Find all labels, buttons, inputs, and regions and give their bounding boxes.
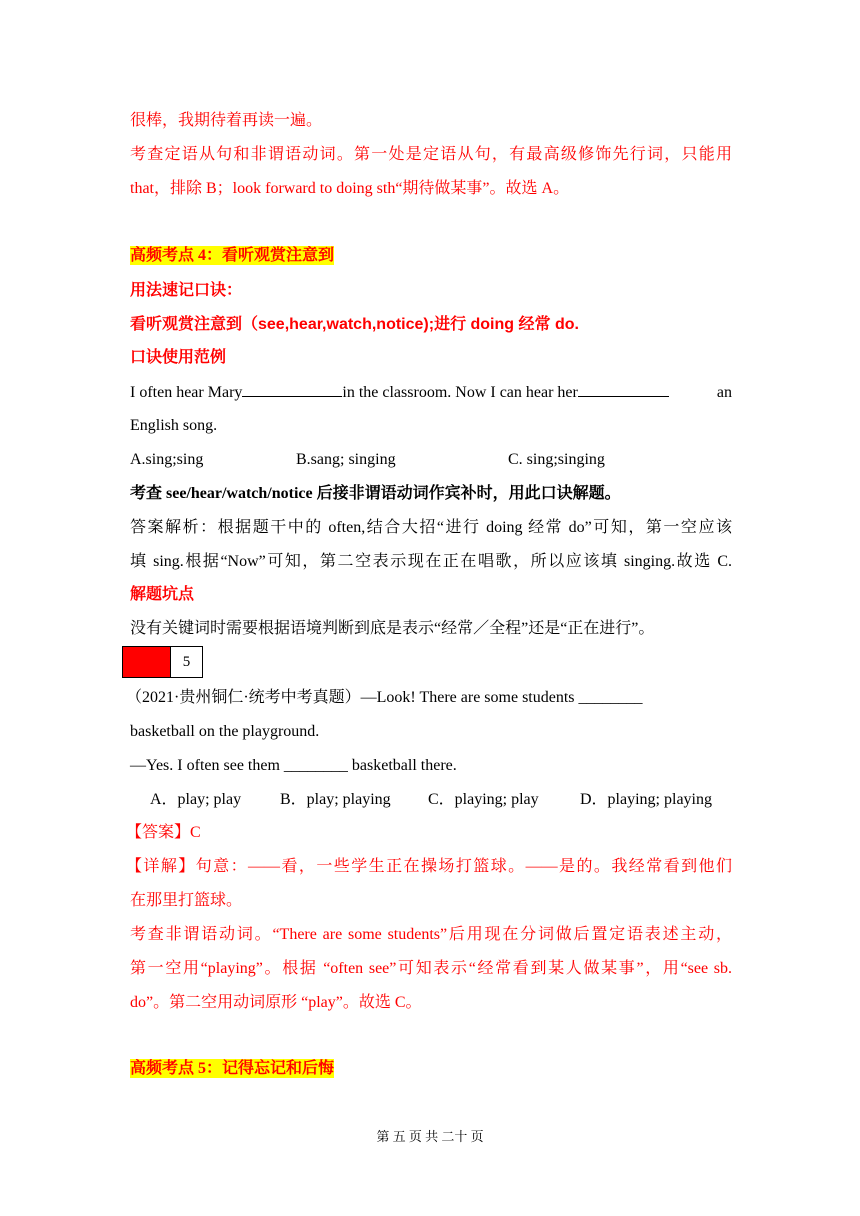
option-b: B．play; playing	[280, 791, 391, 808]
option-d: D．playing; playing	[580, 791, 712, 808]
question-number: 5	[170, 647, 202, 677]
question-stem-1: （2021·贵州铜仁·统考中考真题）—Look! There are some students ________	[126, 689, 643, 706]
option-a: A.sing;sing	[130, 451, 204, 468]
explanation-line-3: do”。第二空用动词原形 “play”。故选 C。	[130, 994, 422, 1011]
example-label: 口诀使用范例	[130, 349, 227, 366]
question-text-part: in the classroom. Now I can hear her	[342, 384, 578, 401]
heading-highlight: 高频考点 4：看听观赏注意到	[130, 247, 335, 264]
heading-highlight: 高频考点 5：记得忘记和后悔	[130, 1060, 335, 1077]
pitfall-text: 没有关键词时需要根据语境判断到底是表示“经常／全程”还是“正在进行”。	[130, 620, 655, 637]
explanation-line-2: 第一空用“playing”。根据 “often see”可知表示“经常看到某人做某事”，用“see sb.	[130, 960, 732, 977]
answer-blank	[578, 382, 669, 397]
explanation-line-1: 考查非谓语动词。“There are some students”后用现在分词做后置定语表述主动，	[130, 926, 732, 943]
answer-line: 【答案】C	[126, 824, 201, 841]
explanation-line-2: that，排除 B；look forward to doing sth“期待做某事”。故选 A。	[130, 180, 570, 197]
detail-line-2: 在那里打篮球。	[130, 892, 243, 909]
question-text-part: an	[716, 384, 732, 401]
pitfall-label: 解题坑点	[130, 586, 195, 603]
section-heading-5	[130, 1059, 732, 1079]
question-text-part: I often hear Mary	[130, 384, 243, 401]
answer-blank	[242, 382, 342, 397]
question-marker	[123, 647, 170, 677]
option-b: B.sang; singing	[296, 451, 396, 468]
question-stem-2: basketball on the playground.	[130, 723, 320, 740]
question-stem-3: —Yes. I often see them ________ basketball there.	[130, 757, 457, 774]
option-c: C. sing;singing	[508, 451, 605, 468]
question-number-box	[122, 646, 203, 678]
analysis-line-2: 填 sing.根据“Now”可知，第二空表示现在正在唱歌，所以应该填 singing.故选 C.	[130, 553, 732, 570]
example-question-line-2: English song.	[130, 417, 218, 434]
usage-tip: 考查 see/hear/watch/notice 后接非谓语动词作宾补时，用此口诀解题。	[130, 485, 621, 502]
option-c: C．playing; play	[428, 791, 539, 808]
explanation-line-1: 考查定语从句和非谓语动词。第一处是定语从句，有最高级修饰先行词，只能用	[130, 146, 732, 163]
page-footer: 第 五 页 共 二十 页	[376, 1129, 484, 1144]
option-a: A．play; play	[150, 791, 242, 808]
detail-line-1: 【详解】句意：——看，一些学生正在操场打篮球。——是的。我经常看到他们	[126, 858, 732, 875]
analysis-line-1: 答案解析：根据题干中的 often,结合大招“进行 doing 经常 do”可知，第一空应该	[130, 519, 732, 536]
mnemonic-label: 用法速记口诀：	[130, 282, 243, 299]
mnemonic-text: 看听观赏注意到（see,hear,watch,notice);进行 doing 经常 do.	[130, 316, 579, 333]
translation-line: 很棒，我期待着再读一遍。	[130, 112, 323, 129]
section-heading-4	[130, 246, 732, 266]
example-question-line-1	[130, 382, 732, 403]
